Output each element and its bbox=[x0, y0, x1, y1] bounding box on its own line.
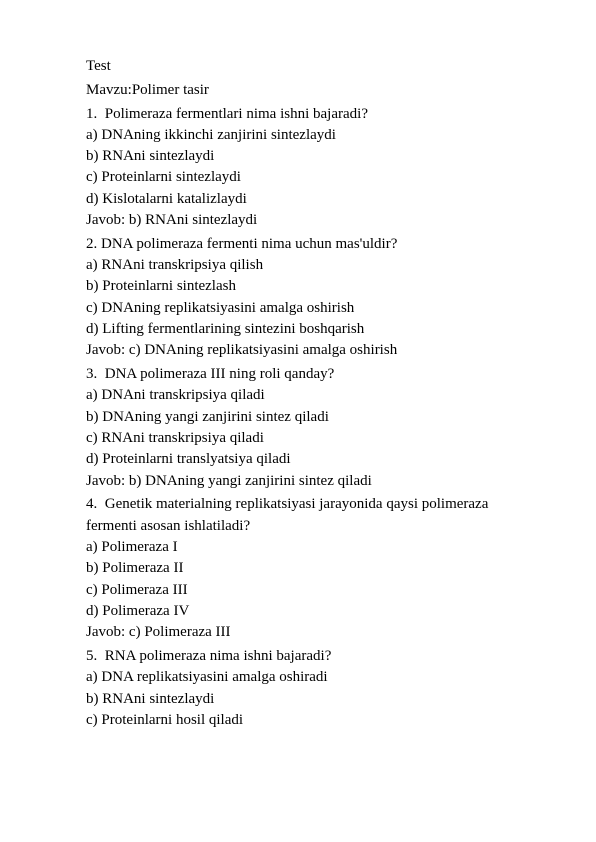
answer-line: Javob: b) RNAni sintezlaydi bbox=[86, 212, 258, 229]
option-b: b) DNAning yangi zanjirini sintez qiladi bbox=[86, 408, 329, 425]
option-d: d) Kislotalarni katalizlaydi bbox=[86, 190, 247, 207]
option-d: d) Proteinlarni translyatsiya qiladi bbox=[86, 451, 291, 468]
document-title: Test bbox=[86, 58, 111, 74]
option-a: a) Polimeraza I bbox=[86, 539, 178, 556]
option-b: b) RNAni sintezlaydi bbox=[86, 690, 215, 707]
option-d: d) Polimeraza IV bbox=[86, 602, 190, 619]
question-text: 2. DNA polimeraza fermenti nima uchun mas'uldir? bbox=[86, 235, 398, 252]
option-a: a) RNAni transkripsiya qilish bbox=[86, 257, 264, 274]
option-a: a) DNAning ikkinchi zanjirini sintezlaydi bbox=[86, 126, 336, 143]
topic-line: Mavzu:Polimer tasir bbox=[86, 81, 209, 98]
question-text: 3. DNA polimeraza III ning roli qanday? bbox=[86, 366, 335, 383]
question-text: 5. RNA polimeraza nima ishni bajaradi? bbox=[86, 648, 332, 665]
option-c: c) RNAni transkripsiya qiladi bbox=[86, 430, 264, 447]
option-c: c) Proteinlarni hosil qiladi bbox=[86, 711, 244, 728]
option-d: d) Lifting fermentlarining sintezini boshqarish bbox=[86, 321, 365, 338]
option-a: a) DNA replikatsiyasini amalga oshiradi bbox=[86, 669, 328, 686]
question-text-line-2: fermenti asosan ishlatiladi? bbox=[86, 517, 251, 534]
option-b: b) RNAni sintezlaydi bbox=[86, 148, 215, 165]
question-text-line-1: 4. Genetik materialning replikatsiyasi jarayonida qaysi polimeraza bbox=[86, 496, 489, 513]
document-page bbox=[86, 56, 566, 731]
question-1 bbox=[86, 104, 566, 232]
question-4 bbox=[86, 494, 566, 643]
option-c: c) Polimeraza III bbox=[86, 581, 188, 598]
option-b: b) Polimeraza II bbox=[86, 560, 184, 577]
question-text: 1. Polimeraza fermentlari nima ishni bajaradi? bbox=[86, 105, 368, 122]
answer-line: Javob: c) DNAning replikatsiyasini amalga oshirish bbox=[86, 342, 398, 359]
question-5 bbox=[86, 646, 566, 731]
option-c: c) DNAning replikatsiyasini amalga oshirish bbox=[86, 299, 355, 316]
option-a: a) DNAni transkripsiya qiladi bbox=[86, 387, 265, 404]
answer-line: Javob: c) Polimeraza III bbox=[86, 624, 231, 641]
question-2 bbox=[86, 234, 566, 362]
answer-line: Javob: b) DNAning yangi zanjirini sintez qiladi bbox=[86, 472, 372, 489]
option-b: b) Proteinlarni sintezlash bbox=[86, 278, 236, 295]
question-3 bbox=[86, 364, 566, 492]
option-c: c) Proteinlarni sintezlaydi bbox=[86, 169, 241, 186]
